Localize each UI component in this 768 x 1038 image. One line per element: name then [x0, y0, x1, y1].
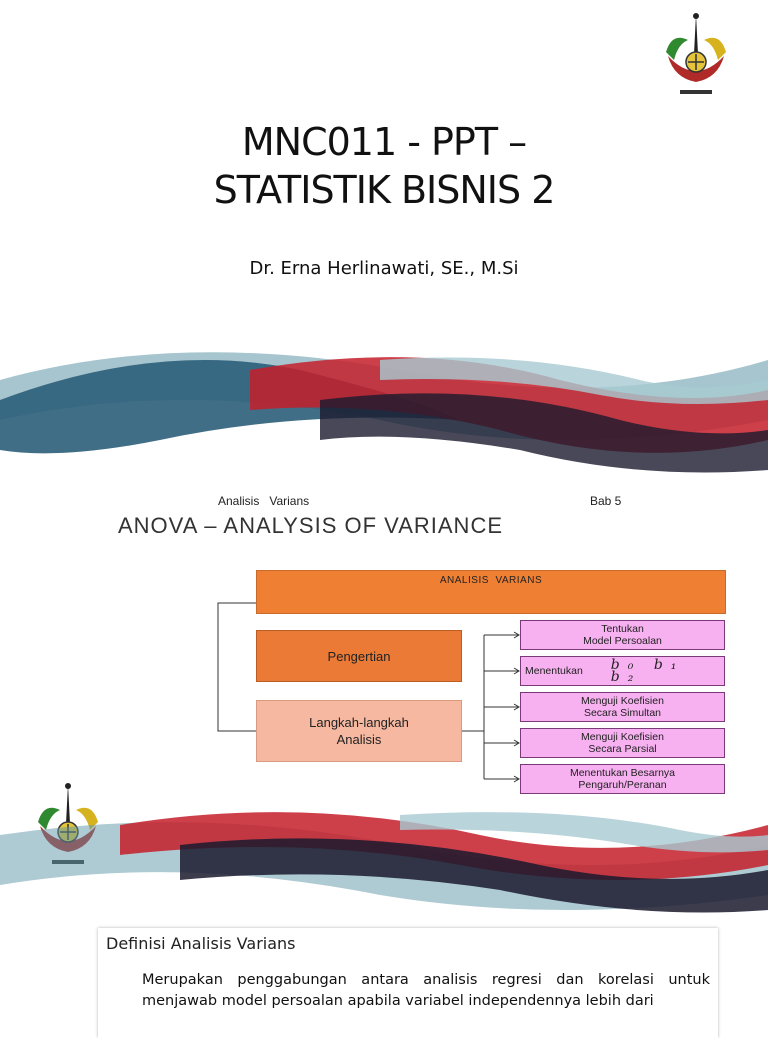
- author-name: Dr. Erna Herlinawati, SE., M.Si: [249, 258, 519, 279]
- slide-title: Definisi Analisis Varians: [106, 934, 296, 953]
- decorative-waves: [0, 340, 768, 480]
- title-line-1: MNC011 - PPT –: [241, 120, 527, 164]
- title-slide: [0, 0, 768, 480]
- slide-title: ANOVA – ANALYSIS OF VARIANCE: [118, 513, 504, 538]
- step-menentukan-koefisien: [520, 656, 725, 686]
- step-model-persoalan: [520, 620, 725, 650]
- step1-line-2: Model Persoalan: [583, 635, 662, 647]
- diagram-slide: [0, 480, 768, 925]
- decorative-waves: [0, 785, 768, 925]
- step5-line-1: Menentukan Besarnya: [569, 767, 676, 779]
- step1-line-1: Tentukan: [601, 623, 644, 635]
- university-emblem-icon: [658, 10, 734, 100]
- header-chapter: Bab 5: [590, 494, 622, 508]
- slide-title: [0, 118, 768, 214]
- langkah-line-2: Analisis: [336, 732, 382, 747]
- step5-line-2: Pengaruh/Peranan: [578, 779, 667, 791]
- definition-slide: [98, 928, 718, 1038]
- step2-label: Menentukan: [525, 665, 583, 677]
- pengertian-box: Pengertian: [256, 630, 462, 682]
- title-line-2: STATISTIK BISNIS 2: [213, 168, 555, 212]
- step4-line-1: Menguji Koefisien: [581, 731, 664, 743]
- step4-line-2: Secara Parsial: [588, 743, 657, 755]
- langkah-line-1: Langkah-langkah: [309, 715, 409, 730]
- step-uji-parsial: [520, 728, 725, 758]
- langkah-analisis-box: [256, 700, 462, 762]
- step-uji-simultan: [520, 692, 725, 722]
- definition-text: Merupakan penggabungan antara analisis regresi dan korelasi untuk menjawab model persoalan apabila variabel independennya lebih dari: [142, 972, 710, 1009]
- coefficient-symbols: b₀ b₁ b₂: [610, 657, 685, 685]
- header-topic: Analisis Varians: [218, 494, 310, 508]
- step3-line-2: Secara Simultan: [583, 707, 662, 719]
- step3-line-1: Menguji Koefisien: [581, 695, 664, 707]
- analisis-varians-box: ANALISIS VARIANS: [256, 570, 726, 614]
